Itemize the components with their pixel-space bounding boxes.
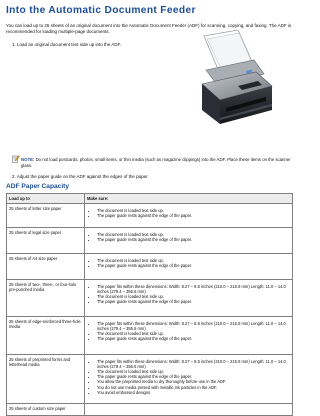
page-title: Into the Automatic Document Feeder xyxy=(6,5,196,16)
note-text xyxy=(21,157,293,168)
list-item: • The paper guide rests against the edge of the paper. xyxy=(97,374,290,379)
list-item: • The paper fits within these dimensions: Width: 8.27 – 8.5 inches (210.0 – 215.9 mm) Length: 11.0 – 14.0 inches (279.4 – 355.6 mm) xyxy=(97,284,290,294)
intro-paragraph: You can load up to 25 sheets of an original document into the Automatic Document Feeder (ADF) for scanning, copying, and faxing. The ADF is recommended for loading multiple-page documents. xyxy=(6,23,292,34)
make-sure-cell xyxy=(85,404,293,416)
step-1: 1. Load an original document text side up into the ADF. xyxy=(12,42,122,47)
list-item: • The document is loaded text side up. xyxy=(97,331,290,336)
list-item: • The paper guide rests against the edge of the paper. xyxy=(97,299,290,304)
load-cell: 25 sheets of custom size paper xyxy=(7,404,85,416)
load-cell: 25 sheets of two-, three-, or four-hole pre-punched media xyxy=(7,280,85,317)
table-row xyxy=(7,404,293,416)
table-header-row xyxy=(7,194,293,204)
table-row xyxy=(7,317,293,355)
make-sure-cell xyxy=(85,317,293,355)
make-sure-cell xyxy=(85,280,293,317)
make-sure-cell xyxy=(85,355,293,404)
list-item: • The paper guide rests against the edge of the paper. xyxy=(97,336,290,341)
step-2: 2. Adjust the paper guide on the ADF against the edges of the paper. xyxy=(12,174,149,179)
list-item: • The paper guide rests against the edge of the paper. xyxy=(97,237,290,242)
header-make-sure: Make sure: xyxy=(85,194,293,204)
list-item: • You allow the preprinted media to dry thoroughly before use in the ADF. xyxy=(97,379,290,384)
header-load: Load up to xyxy=(7,194,85,204)
list-item: • The paper fits within these dimensions: Width: 8.27 – 8.5 inches (210.0 – 215.9 mm) Length: 11.0 – 14.0 inches (279.4 – 355.6 mm) xyxy=(97,321,290,331)
load-cell: 25 sheets of edge-reinforced three-hole media xyxy=(7,317,85,355)
list-item: • The document is loaded text side up. xyxy=(97,258,290,263)
adf-capacity-table xyxy=(6,193,293,416)
list-item: • The paper guide rests against the edge of the paper. xyxy=(97,213,290,218)
list-item: • The paper fits within these dimensions: Width: 8.27 – 8.5 inches (210.0 – 215.9 mm) Length: 11.0 – 14.0 inches (279.4 – 355.6 mm) xyxy=(97,359,290,369)
note-pencil-icon xyxy=(12,155,20,163)
table-row xyxy=(7,204,293,228)
make-sure-cell xyxy=(85,254,293,280)
load-cell: 25 sheets of letter size paper xyxy=(7,204,85,228)
list-item: • The document is loaded text side up. xyxy=(97,369,290,374)
list-item: • The document is loaded text side up. xyxy=(97,208,290,213)
list-item: • The paper guide rests against the edge of the paper. xyxy=(97,263,290,268)
load-cell: 25 sheets of preprinted forms and letterhead media xyxy=(7,355,85,404)
table-row xyxy=(7,355,293,404)
table-row xyxy=(7,254,293,280)
list-item: • You avoid embossed designs. xyxy=(97,390,290,395)
table-row xyxy=(7,228,293,254)
section-title: ADF Paper Capacity xyxy=(6,183,70,190)
list-item: • The document is loaded text side up. xyxy=(97,232,290,237)
note-body: Do not load postcards, photos, small items, or thin media (such as magazine clippings) into the ADF. Place these items on the scanner glass. xyxy=(21,157,291,168)
note-label: NOTE: xyxy=(21,157,35,162)
list-item: • You do not use media printed with metallic ink particles in the ADF. xyxy=(97,385,290,390)
list-item: • The document is loaded text side up. xyxy=(97,294,290,299)
printer-adf-illustration xyxy=(198,30,274,128)
load-cell: 25 sheets of A4 size paper xyxy=(7,254,85,280)
make-sure-cell xyxy=(85,204,293,228)
make-sure-cell xyxy=(85,228,293,254)
table-row xyxy=(7,280,293,317)
load-cell: 25 sheets of legal size paper xyxy=(7,228,85,254)
